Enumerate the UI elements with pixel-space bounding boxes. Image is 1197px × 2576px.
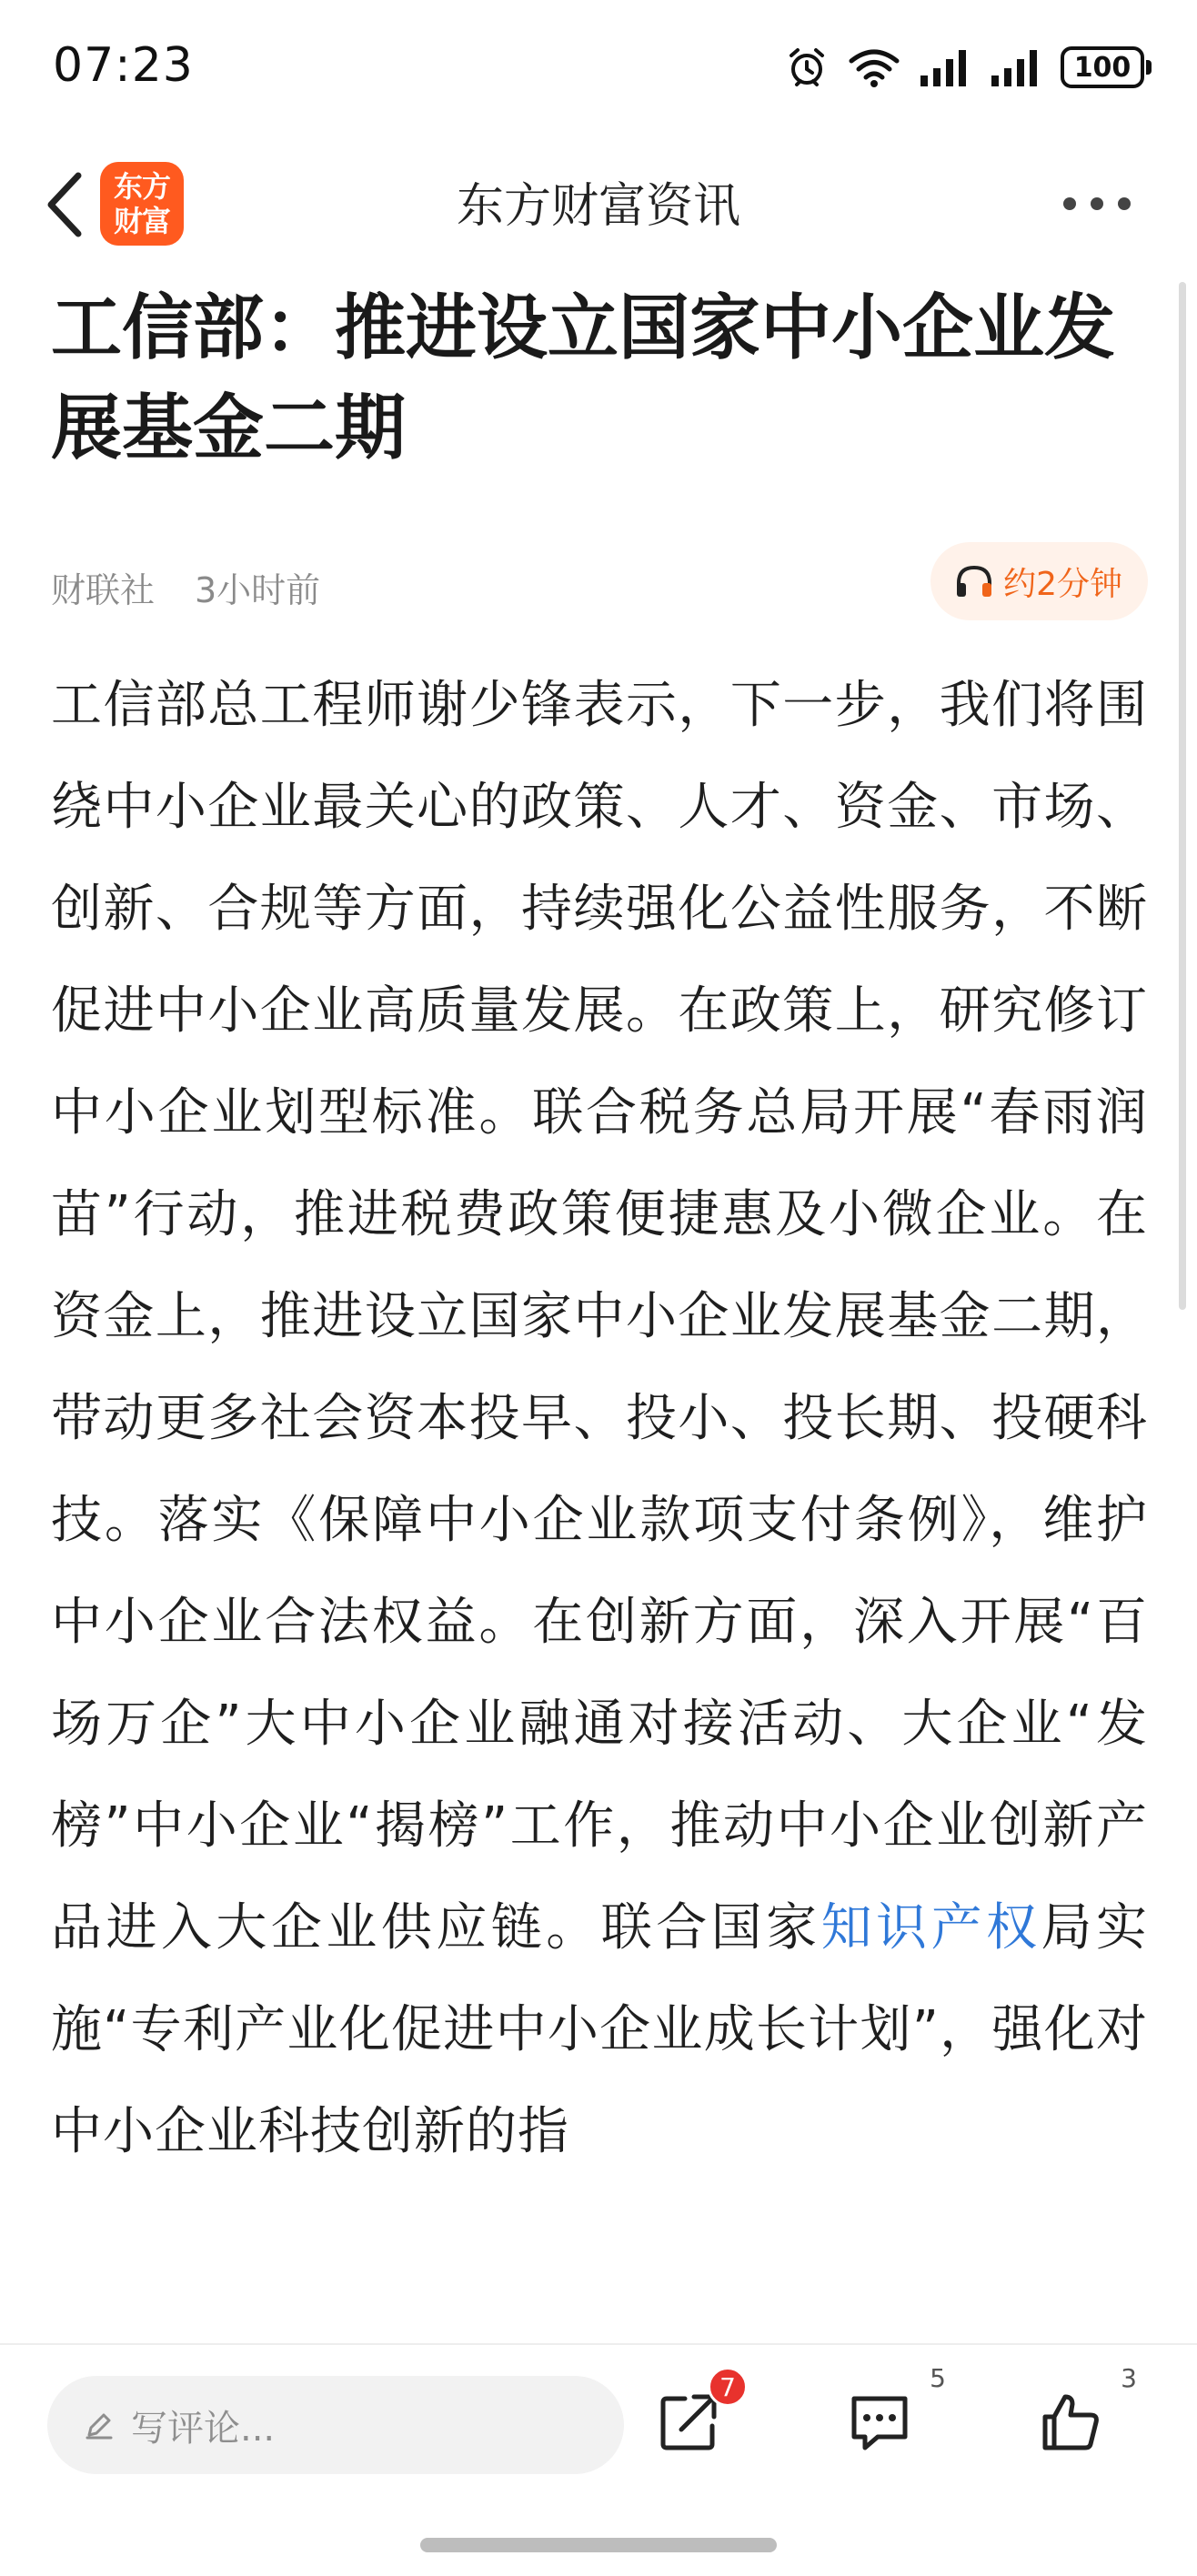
- keyword-link[interactable]: 知识产权: [820, 1898, 1041, 1957]
- logo-line-1: 东方: [113, 169, 170, 204]
- comment-icon: [847, 2390, 912, 2455]
- nav-bar: [0, 146, 1197, 264]
- article-title: 工信部：推进设立国家中小企业发展基金二期: [51, 287, 1116, 469]
- article-body-text: 工信部总工程师谢少锋表示，下一步，我们将围绕中小企业最关心的政策、人才、资金、市场、创新、合规等方面，持续强化公益性服务，不断促进中小企业高质量发展。在政策上，研究修订中小企业划型标准。联合税务总局开展“春雨润苗”行动，推进税费政策便捷惠及小微企业。在资金上，推进设立国家中小企业发展基金二期，带动更多社会资本投早、投小、投长期、投硬科技。落实《保障中小企业款项支付条例》，维护中小企业合法权益。在创新方面，深入开展“百场万企”大中小企业融通对接活动、大企业“发榜”中小企业“揭榜”工作，推动中小企业创新产品进入大企业供应链。联合国家: [51, 676, 1148, 1957]
- article-meta: [51, 542, 1148, 620]
- status-icons: [784, 40, 1144, 95]
- content-fade: [0, 2292, 1197, 2347]
- like-button[interactable]: [1030, 2363, 1137, 2463]
- wifi-icon: [848, 46, 900, 88]
- page-title: 东方财富资讯: [456, 179, 740, 234]
- alarm-icon: [784, 45, 830, 90]
- thumbs-up-icon: [1038, 2390, 1103, 2455]
- comment-placeholder: 写评论...: [131, 2407, 276, 2450]
- listen-button[interactable]: [930, 542, 1148, 620]
- article-body: [51, 655, 1148, 2183]
- share-badge: 7: [708, 2367, 748, 2407]
- like-count: 3: [1121, 2363, 1137, 2393]
- status-bar: [0, 0, 1197, 136]
- signal-icon: [990, 46, 1042, 88]
- more-horizontal-icon: [1091, 197, 1103, 210]
- article: [51, 278, 1148, 2183]
- status-time: 07:23: [53, 38, 194, 93]
- comment-input[interactable]: [47, 2376, 624, 2474]
- logo-line-2: 财富: [113, 204, 170, 238]
- more-horizontal-icon: [1063, 197, 1076, 210]
- home-indicator[interactable]: [420, 2538, 777, 2552]
- comment-count: 5: [930, 2363, 946, 2393]
- battery-indicator: [1061, 46, 1144, 88]
- pencil-icon: [84, 2410, 115, 2440]
- article-source[interactable]: 财联社: [51, 570, 156, 610]
- headphones-icon: [954, 563, 994, 599]
- share-button[interactable]: [648, 2371, 736, 2463]
- comments-button[interactable]: [839, 2363, 946, 2463]
- more-button[interactable]: [1042, 167, 1152, 240]
- more-horizontal-icon: [1118, 197, 1131, 210]
- signal-icon: [919, 46, 971, 88]
- battery-level: 100: [1073, 51, 1132, 84]
- article-time: 3小时前: [195, 570, 321, 610]
- scrollbar[interactable]: [1179, 282, 1186, 1310]
- article-body-text: 局实施“专利产业化促进中小企业成长计划”，强化对中小企业科技创新的指: [51, 1898, 1149, 2161]
- read-time-label: 约2分钟: [1003, 565, 1122, 603]
